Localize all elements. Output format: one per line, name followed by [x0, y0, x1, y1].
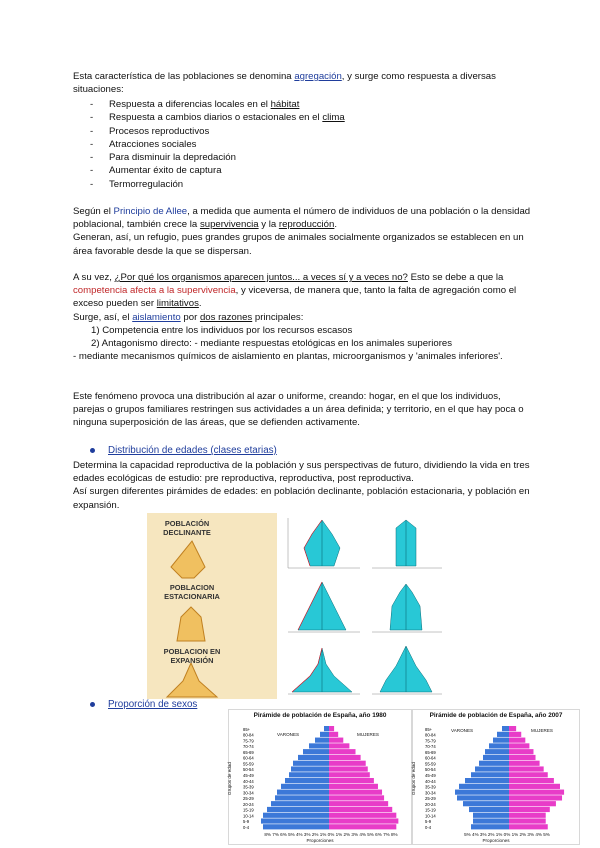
age-tick: 25-29 [425, 796, 436, 802]
male-bar [465, 778, 509, 783]
female-bar [329, 824, 396, 829]
pyramid-2007-plot [410, 710, 579, 844]
male-bar [275, 795, 329, 800]
female-bar [329, 801, 388, 806]
male-bar [455, 790, 509, 795]
age-tick: 85+ [425, 726, 433, 732]
female-bar [329, 778, 374, 783]
age-tick: 40-44 [243, 778, 254, 784]
age-tick: 25-29 [243, 796, 254, 802]
bullet-icon [90, 448, 95, 453]
x-label: Proporciones [306, 838, 334, 843]
female-bar [509, 790, 564, 795]
spain-pyramid-2007 [412, 709, 580, 845]
age-tick: 15-19 [243, 807, 254, 813]
reasons-list [73, 324, 533, 350]
male-bar [271, 801, 329, 806]
male-bar [457, 795, 509, 800]
male-bar [320, 732, 329, 737]
female-bar [509, 743, 529, 748]
male-bar [303, 749, 329, 754]
chart-title: Pirámide de población de España, año 1980 [253, 712, 387, 719]
list-item: - Termorregulación [73, 178, 533, 191]
age-tick: 45-49 [243, 773, 254, 778]
spain-pyramid-1980 [228, 709, 412, 845]
male-bar [277, 790, 329, 795]
age-tick: 45-49 [425, 773, 436, 778]
age-tick: 55-59 [243, 761, 254, 767]
male-bar [469, 807, 509, 812]
male-bar [263, 813, 329, 818]
age-tick: 70-74 [425, 744, 436, 750]
age-tick: 35-39 [425, 784, 436, 790]
male-bar [459, 784, 509, 789]
male-bar [473, 813, 509, 818]
age-tick: 0-4 [425, 825, 432, 830]
age-tick: 50-54 [243, 767, 254, 773]
pyramid-chart-stationary-2 [366, 576, 446, 638]
age-tick: 60-64 [243, 755, 254, 761]
male-bar [483, 755, 509, 760]
age-tick: 30-34 [243, 790, 254, 796]
female-bar [509, 732, 521, 737]
paragraph-edades: Determina la capacidad reproductiva de la población y sus perspectivas de futuro, dividiendo la vida en tres edades ecológicas de estudio: pre reproductiva, reproductiva, post reproductiva. Así surgen diferentes pirámides de edades: en población declinante, población estacionaria, y población en expansión. [73, 460, 530, 511]
male-bar [309, 743, 329, 748]
female-bar [509, 738, 525, 743]
stationary-shape [177, 607, 205, 641]
male-bar [463, 801, 509, 806]
paragraph-distribucion: Este fenómeno provoca una distribución al azar o uniforme, creando: hogar, en el que los individuos, parejas o grupos familiares restringen sus actividades a un área definida; y territorio, en el que hay poca o ninguna superposición de las áreas, que se defienden activamente. [73, 391, 524, 429]
male-bar [497, 732, 509, 737]
age-tick: 55-59 [425, 761, 436, 767]
female-bar [329, 813, 396, 818]
agregacion-link[interactable]: agregación [294, 71, 342, 82]
male-bar [285, 778, 329, 783]
aislamiento-link[interactable]: aislamiento [132, 311, 181, 323]
female-bar [329, 790, 382, 795]
question-link: ¿Por qué los organismos aparecen juntos... a veces sí y a veces no? [114, 272, 408, 283]
female-bar [509, 755, 536, 760]
age-tick: 60-64 [425, 755, 436, 761]
female-bar [509, 818, 546, 823]
paragraph-allee: Según el Principio de Allee, a medida que aumenta el número de individuos de una población o la densidad poblacional, también crece la supervivencia y la reproducción. Generan, así, un refugio, pues grandes grupos de animales socialmente organizados se establecen en un área favorable desde la que se dispersan. [73, 206, 531, 257]
female-bar [509, 807, 550, 812]
male-label: VARONES [451, 728, 474, 733]
male-bar [281, 784, 329, 789]
female-bar [329, 726, 334, 731]
pyramid-chart-stationary-1 [280, 576, 364, 638]
female-bar [329, 807, 392, 812]
male-bar [324, 726, 329, 731]
female-bar [509, 766, 544, 771]
age-tick: 10-14 [243, 813, 254, 819]
female-bar [329, 749, 356, 754]
male-bar [263, 824, 329, 829]
list-item: 2) Antagonismo directo: - mediante respuestas etológicas en los animales superiores [91, 338, 453, 350]
reasons-continuation: - mediante mecanismos químicos de aislamiento en plantas, microorganismos y 'animales inferiores'. [73, 351, 503, 362]
age-tick: 40-44 [425, 778, 436, 784]
pyramid-chart-declining-2 [366, 512, 446, 574]
age-tick: 20-24 [425, 801, 436, 807]
female-bar [509, 778, 554, 783]
cyan-pyramids [280, 512, 448, 700]
pyramid-chart-expanding-1 [280, 640, 364, 698]
female-bar [329, 784, 378, 789]
female-bar [329, 743, 349, 748]
paragraph-agregacion: Esta característica de las poblaciones se denomina agregación, y surge como respuesta a diversas situaciones: [73, 71, 496, 96]
list-item: - Aumentar éxito de captura [73, 164, 533, 177]
paragraph-aislamiento: A su vez, ¿Por qué los organismos aparecen juntos... a veces sí y a veces no? Esto se debe a que la competencia afecta a la supervivencia, y viceversa, de manera que, tanto la falta de agregación como el exceso pueden ser limitativos. Surge, así, el aislamiento por dos razones principales: [73, 272, 517, 323]
list-item: - Respuesta a cambios diarios o estacionales en el clima [73, 111, 533, 124]
female-bar [329, 738, 343, 743]
female-bar [329, 795, 384, 800]
pyramid-types-figure [147, 513, 277, 699]
age-tick: 75-79 [243, 738, 254, 744]
female-bar [329, 766, 368, 771]
situations-list [73, 98, 533, 191]
age-tick: 65-69 [425, 749, 436, 755]
male-bar [298, 755, 329, 760]
pyramid-1980-plot [226, 710, 411, 844]
x-label: Proporciones [482, 838, 510, 843]
age-tick: 35-39 [243, 784, 254, 790]
age-tick: 10-14 [425, 813, 436, 819]
male-label: VARONES [277, 732, 300, 737]
list-item: 1) Competencia entre los individuos por los recursos escasos [91, 325, 353, 336]
y-label: Grupos de edad [410, 762, 416, 795]
female-bar [509, 726, 516, 731]
age-tick: 50-54 [425, 767, 436, 773]
female-bar [329, 732, 338, 737]
age-tick: 20-24 [243, 801, 254, 807]
edades-link[interactable]: Distribución de edades (clases etarias) [108, 445, 277, 456]
male-bar [291, 766, 329, 771]
male-bar [485, 749, 509, 754]
female-bar [509, 784, 560, 789]
list-item: - Procesos reproductivos [73, 125, 533, 138]
label-expansion: POBLACION EN EXPANSIÓN [163, 647, 221, 665]
male-bar [261, 818, 329, 823]
age-tick: 75-79 [425, 738, 436, 744]
female-label: MUJERES [531, 728, 553, 733]
list-item: - Para disminuir la depredación [73, 151, 533, 164]
male-bar [315, 738, 329, 743]
male-bar [489, 743, 509, 748]
male-bar [471, 824, 509, 829]
sexos-link[interactable]: Proporción de sexos [108, 699, 198, 710]
label-declinante: POBLACIÓN DECLINANTE [163, 519, 211, 537]
x-ticks: 5% 4% 3% 2% 1% 0% 1% 2% 3% 4% 5% [464, 832, 550, 837]
age-tick: 80-84 [243, 732, 254, 738]
male-bar [493, 738, 509, 743]
age-tick: 5-9 [243, 819, 250, 825]
section-heading-sexos [90, 699, 197, 710]
female-label: MUJERES [357, 732, 379, 737]
age-tick: 5-9 [425, 819, 432, 825]
female-bar [329, 818, 398, 823]
female-bar [509, 772, 548, 777]
age-tick: 65-69 [243, 749, 254, 755]
male-bar [289, 772, 329, 777]
section-heading-edades [90, 445, 277, 456]
pyramid-shapes [147, 513, 277, 699]
pyramid-chart-declining-1 [280, 512, 364, 574]
male-bar [479, 761, 509, 766]
male-bar [267, 807, 329, 812]
age-tick: 15-19 [425, 807, 436, 813]
pyramid-chart-expanding-2 [366, 640, 446, 698]
list-item: - Atracciones sociales [73, 138, 533, 151]
age-tick: 70-74 [243, 744, 254, 750]
female-bar [509, 813, 546, 818]
expanding-shape [167, 663, 217, 697]
list-item: - Respuesta a diferencias locales en el hábitat [73, 98, 533, 111]
female-bar [329, 755, 361, 760]
female-bar [509, 749, 533, 754]
label-estacionaria: POBLACION ESTACIONARIA [164, 583, 220, 601]
age-tick: 30-34 [425, 790, 436, 796]
male-bar [471, 772, 509, 777]
female-bar [509, 824, 548, 829]
x-ticks: 8% 7% 6% 5% 4% 3% 2% 1% 0% 1% 2% 3% 4% 5% 6% 7% 8% [264, 832, 398, 837]
female-bar [509, 801, 556, 806]
female-bar [329, 761, 366, 766]
y-label: Grupos de edad [226, 762, 232, 795]
female-bar [509, 761, 540, 766]
age-tick: 85+ [243, 726, 251, 732]
chart-title: Pirámide de población de España, año 2007 [429, 712, 563, 719]
female-bar [329, 772, 370, 777]
age-tick: 80-84 [425, 732, 436, 738]
bullet-icon [90, 702, 95, 707]
female-bar [509, 795, 562, 800]
male-bar [473, 818, 509, 823]
male-bar [502, 726, 509, 731]
declining-shape [171, 541, 205, 578]
allee-term: Principio de Allee [113, 206, 188, 217]
male-bar [475, 766, 509, 771]
age-tick: 0-4 [243, 825, 250, 830]
male-bar [293, 761, 329, 766]
